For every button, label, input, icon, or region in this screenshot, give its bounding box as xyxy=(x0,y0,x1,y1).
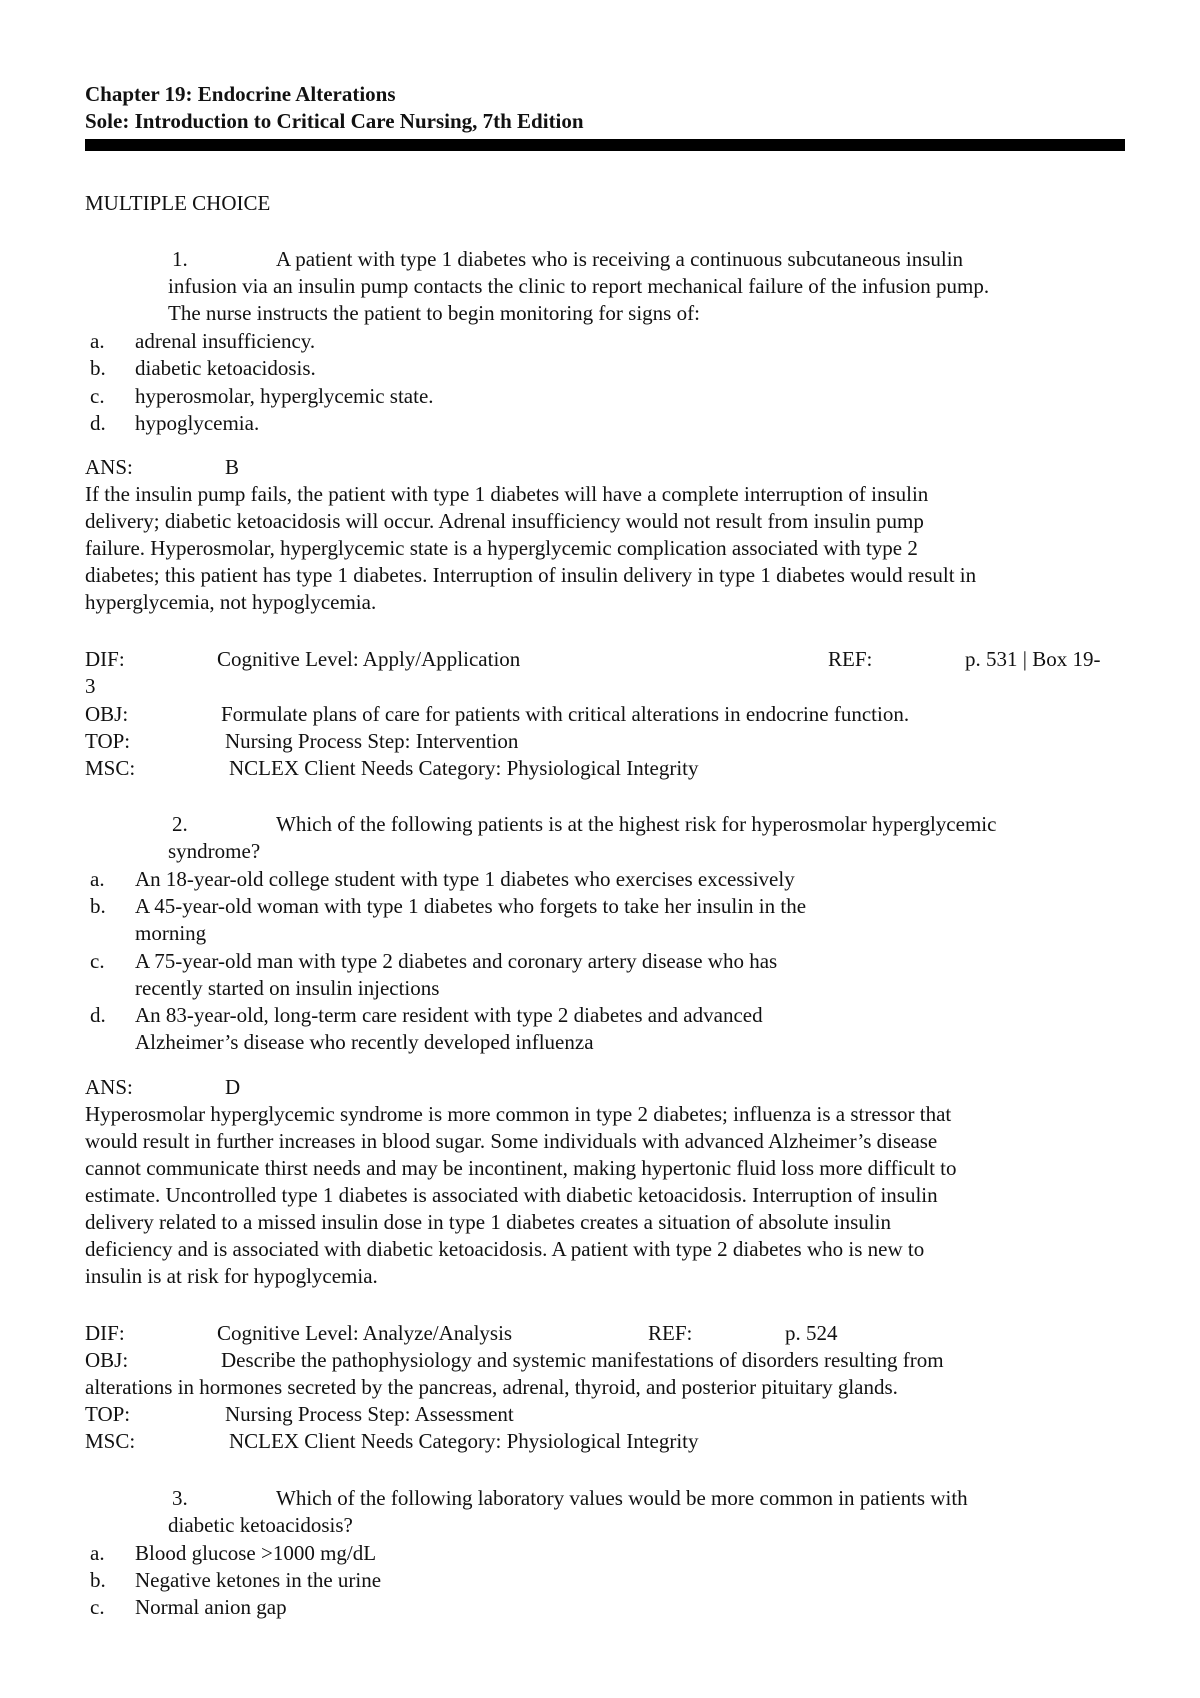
option-letter: a. xyxy=(90,1541,105,1565)
question-number: 2. xyxy=(172,812,188,836)
obj-label: OBJ: xyxy=(85,1348,129,1372)
option-letter: b. xyxy=(90,356,106,380)
option-letter: b. xyxy=(90,894,106,918)
option-text: Normal anion gap xyxy=(135,1595,287,1619)
answer-label: ANS: xyxy=(85,455,133,479)
answer-value: B xyxy=(225,455,240,479)
option-letter: b. xyxy=(90,1568,106,1592)
msc-value: NCLEX Client Needs Category: Physiological Integrity xyxy=(229,1429,699,1453)
answer-label: ANS: xyxy=(85,1075,133,1099)
question-stem-line: A patient with type 1 diabetes who is receiving a continuous subcutaneous insulin xyxy=(276,247,964,271)
top-value: Nursing Process Step: Assessment xyxy=(225,1402,514,1426)
option-text: A 75-year-old man with type 2 diabetes and coronary artery disease who has xyxy=(135,949,778,973)
rationale-line: would result in further increases in blood sugar. Some individuals with advanced Alzheimer’s disease xyxy=(85,1129,938,1153)
option-text: Negative ketones in the urine xyxy=(135,1568,382,1592)
dif-value: Cognitive Level: Analyze/Analysis xyxy=(217,1321,513,1345)
ref-value: p. 524 xyxy=(785,1321,838,1345)
rationale-line: delivery related to a missed insulin dose in type 1 diabetes creates a situation of absolute insulin xyxy=(85,1210,891,1234)
question-stem-line: Which of the following patients is at the highest risk for hyperosmolar hyperglycemic xyxy=(276,812,997,836)
option-text: morning xyxy=(135,921,207,945)
chapter-title: Chapter 19: Endocrine Alterations xyxy=(85,82,396,106)
option-text: An 83-year-old, long-term care resident with type 2 diabetes and advanced xyxy=(135,1003,763,1027)
question-number: 1. xyxy=(172,247,188,271)
rationale-line: failure. Hyperosmolar, hyperglycemic state is a hyperglycemic complication associated with type 2 xyxy=(85,536,918,560)
dif-value: Cognitive Level: Apply/Application xyxy=(217,647,521,671)
dif-label: DIF: xyxy=(85,647,125,671)
option-letter: c. xyxy=(90,384,105,408)
dif-label: DIF: xyxy=(85,1321,125,1345)
rationale-line: If the insulin pump fails, the patient with type 1 diabetes will have a complete interruption of insulin xyxy=(85,482,929,506)
top-value: Nursing Process Step: Intervention xyxy=(225,729,519,753)
question-stem-line: The nurse instructs the patient to begin monitoring for signs of: xyxy=(168,301,700,325)
section-title: MULTIPLE CHOICE xyxy=(85,191,271,215)
option-letter: d. xyxy=(90,1003,106,1027)
option-text: An 18-year-old college student with type 1 diabetes who exercises excessively xyxy=(135,867,795,891)
obj-label: OBJ: xyxy=(85,702,129,726)
option-letter: c. xyxy=(90,1595,105,1619)
rationale-line: delivery; diabetic ketoacidosis will occur. Adrenal insufficiency would not result from insulin pump xyxy=(85,509,924,533)
rationale-line: insulin is at risk for hypoglycemia. xyxy=(85,1264,378,1288)
header-rule xyxy=(85,139,1125,151)
question-stem-line: infusion via an insulin pump contacts the clinic to report mechanical failure of the infusion pump. xyxy=(168,274,990,298)
obj-value: alterations in hormones secreted by the pancreas, adrenal, thyroid, and posterior pituitary glands. xyxy=(85,1375,898,1399)
msc-label: MSC: xyxy=(85,1429,136,1453)
obj-value: Describe the pathophysiology and systemic manifestations of disorders resulting from xyxy=(221,1348,944,1372)
question-stem-line: syndrome? xyxy=(168,839,261,863)
option-letter: c. xyxy=(90,949,105,973)
ref-label: REF: xyxy=(828,647,873,671)
option-text: hyperosmolar, hyperglycemic state. xyxy=(135,384,434,408)
rationale-line: Hyperosmolar hyperglycemic syndrome is more common in type 2 diabetes; influenza is a stressor that xyxy=(85,1102,952,1126)
rationale-line: hyperglycemia, not hypoglycemia. xyxy=(85,590,377,614)
obj-value: Formulate plans of care for patients with critical alterations in endocrine function. xyxy=(221,702,910,726)
rationale-line: cannot communicate thirst needs and may be incontinent, making hypertonic fluid loss more difficult to xyxy=(85,1156,957,1180)
option-text: recently started on insulin injections xyxy=(135,976,440,1000)
rationale-line: estimate. Uncontrolled type 1 diabetes is associated with diabetic ketoacidosis. Interruption of insulin xyxy=(85,1183,938,1207)
question-stem-line: Which of the following laboratory values would be more common in patients with xyxy=(276,1486,968,1510)
option-text: adrenal insufficiency. xyxy=(135,329,316,353)
option-text: diabetic ketoacidosis. xyxy=(135,356,316,380)
book-title: Sole: Introduction to Critical Care Nursing, 7th Edition xyxy=(85,109,584,133)
top-label: TOP: xyxy=(85,1402,131,1426)
answer-value: D xyxy=(225,1075,241,1099)
rationale-line: deficiency and is associated with diabetic ketoacidosis. A patient with type 2 diabetes who is new to xyxy=(85,1237,925,1261)
option-text: Blood glucose >1000 mg/dL xyxy=(135,1541,377,1565)
msc-value: NCLEX Client Needs Category: Physiological Integrity xyxy=(229,756,699,780)
ref-value: p. 531 | Box 19- xyxy=(965,647,1101,671)
option-letter: a. xyxy=(90,867,105,891)
option-text: Alzheimer’s disease who recently developed influenza xyxy=(135,1030,594,1054)
top-label: TOP: xyxy=(85,729,131,753)
option-letter: d. xyxy=(90,411,106,435)
question-stem-line: diabetic ketoacidosis? xyxy=(168,1513,353,1537)
ref-value-continued: 3 xyxy=(85,674,96,698)
question-number: 3. xyxy=(172,1486,188,1510)
msc-label: MSC: xyxy=(85,756,136,780)
option-text: hypoglycemia. xyxy=(135,411,260,435)
option-letter: a. xyxy=(90,329,105,353)
ref-label: REF: xyxy=(648,1321,693,1345)
rationale-line: diabetes; this patient has type 1 diabetes. Interruption of insulin delivery in type 1 diabetes would result in xyxy=(85,563,977,587)
option-text: A 45-year-old woman with type 1 diabetes who forgets to take her insulin in the xyxy=(135,894,807,918)
